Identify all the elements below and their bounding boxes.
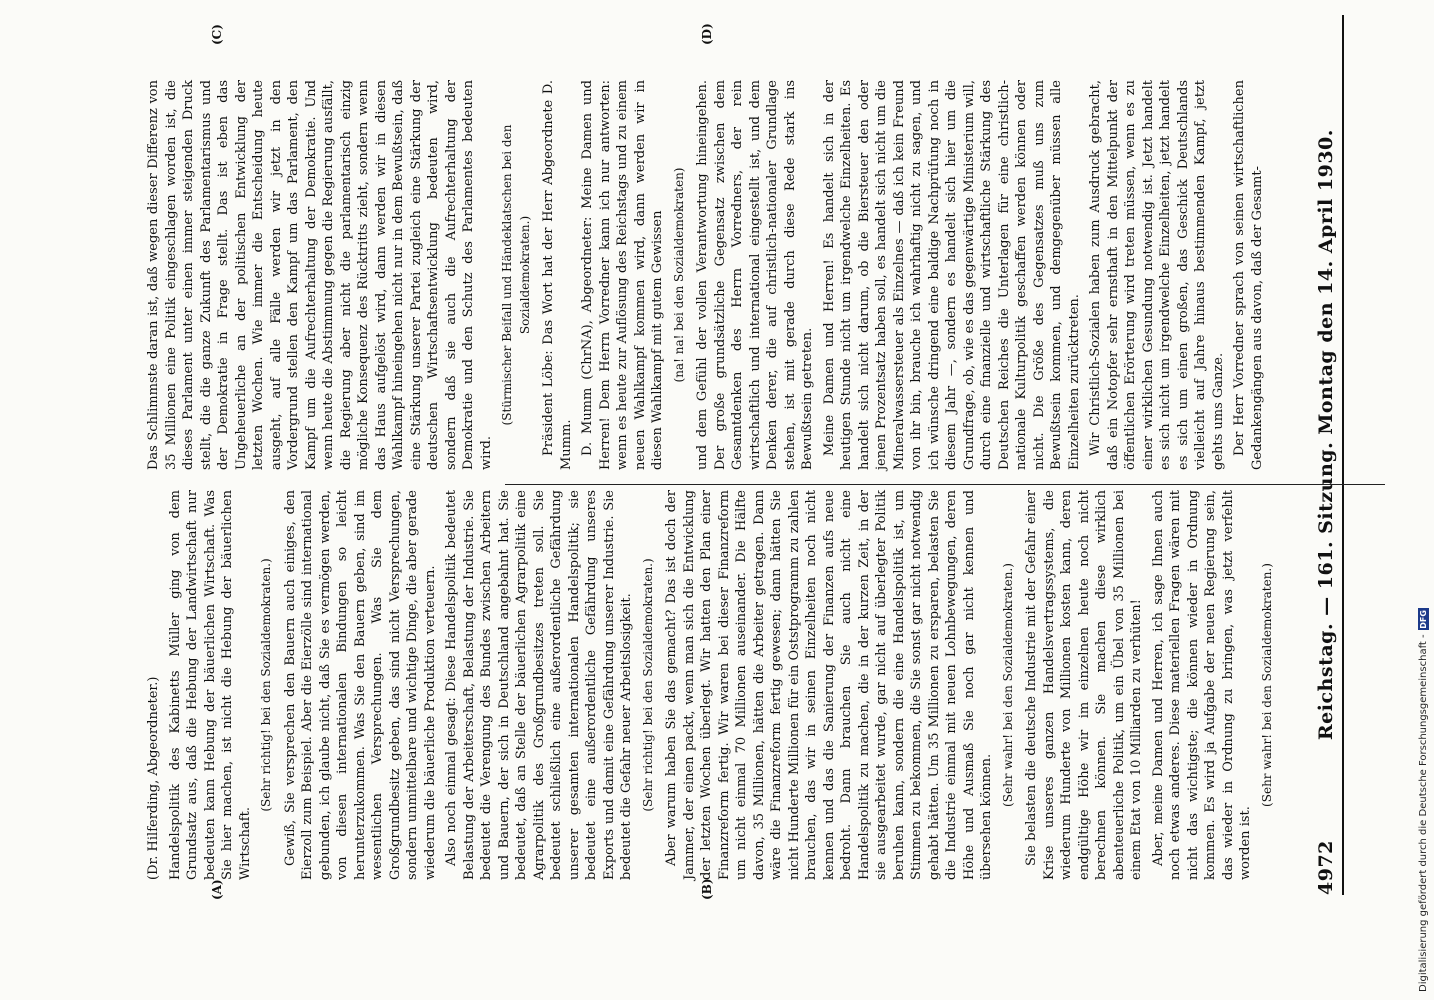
margin-marker-b: (B): [700, 878, 714, 900]
paragraph: D. Mumm (ChrNA), Abgeordneter: Meine Damen und Herren! Dem Herrn Vorredner kann ich nur antworten: wenn es heute zur Auflösung des Reichstags und zu einem neuen Wahlkampf kommen wird, dann werden wir in diesen Wahlkampf mit gutem Gewissen: [580, 80, 665, 470]
paragraph: Sie belasten die deutsche Industrie mit der Gefahr einer Krise unseres ganzen Handelsvertragssystems, die wiederum Hunderte von Millionen kosten kann, deren endgültige Höhe wir im einzelnen heute noch nicht berechnen können. Sie machen diese wirklich abenteuerliche Politik, um ein Übel von 35 Millionen bei einem Etat von 10 Milliarden zu verhüten!: [1024, 490, 1144, 880]
page-header: [1315, 15, 1351, 895]
paragraph: Meine Damen und Herren! Es handelt sich in der heutigen Stunde nicht um irgendwelche Einzelheiten. Es handelt sich nicht darum, ob die Biersteuer den oder jenen Prozentsatz haben soll, es handelt sich nicht um die Mineralwassersteuer als Einzelnes — daß ich kein Freund von ihr bin, brauche ich wahrhaftig nicht zu sagen, und ich wünsche dringend eine baldige Nachprüfung noch in diesem Jahr —, sondern es handelt sich hier um die Grundfrage, ob, wie es das gegenwärtige Ministerium will, durch eine finanzielle und wirtschaftliche Stärkung des Deutschen Reiches die Unterlagen für eine christlich-nationale Kulturpolitik geschaffen werden können oder nicht. Die Größe des Gegensatzes muß uns zum Bewußtsein kommen, und demgegenüber müssen alle Einzelheiten zurücktreten.: [821, 80, 1082, 470]
reaction: (Sehr richtig! bei den Sozialdemokraten.): [640, 558, 655, 812]
paragraph: Gewiß, Sie versprechen den Bauern auch einiges, den Eierzoll zum Beispiel. Aber die Eierzölle sind international gebunden, ich glaube nicht, daß Sie es vermögen werden, von diesen internationalen Bindungen so leicht herunterzukommen. Was Sie den Bauern geben, sind im wesentlichen Versprechungen. Was Sie dem Großgrundbesitz geben, das sind nicht Versprechungen, sondern unmittelbare und wichtige Dinge, die aber gerade wiederum die bäuerliche Produktion verteuern.: [282, 490, 438, 880]
paragraph: Präsident Löbe: Das Wort hat der Herr Abgeordnete D. Mumm.: [541, 80, 574, 470]
speaker-line: (Dr. Hilferding, Abgeordneter.): [146, 676, 161, 880]
margin-marker-d: (D): [700, 23, 714, 45]
credit-text: Digitalisierung gefördert durch die Deutsche Forschungsgemeinschaft -: [1417, 634, 1429, 992]
page-number: 4972: [1315, 840, 1337, 895]
left-column: [145, 490, 1282, 880]
paragraph: Also noch einmal gesagt: Diese Handelspolitik bedeutet Belastung der Arbeiterschaft, Belastung der Industrie. Sie bedeutet die Verengung des Bundes zwischen Arbeitern und Bauern, der sich in Deutschland angebahnt hat. Sie bedeutet, daß an Stelle der bäuerlichen Agrarpolitik eine Agrarpolitik des Großgrundbesitzes treten soll. Sie bedeutet schließlich eine außerordentliche Gefährdung unserer gesamten internationalen Handelspolitik; sie bedeutet eine außerordentliche Gefährdung unseres Exports und damit eine Gefährdung unserer Industrie. Sie bedeutet die Gefahr neuer Arbeitslosigkeit.: [444, 490, 634, 880]
paragraph: Aber, meine Damen und Herren, ich sage Ihnen auch noch etwas anderes. Diese materiellen Fragen wären mit nicht das wichtigste; die können wieder in Ordnung kommen. Es wird ja Aufgabe der neuen Regierung sein, das wieder in Ordnung zu bringen, was jetzt verfehlt worden ist.: [1150, 490, 1253, 880]
dfg-logo: DFG: [1418, 610, 1428, 629]
paragraph: Das Schlimmste daran ist, daß wegen dieser Differenz von 35 Millionen eine Politik eingeschlagen worden ist, die dieses Parlament unter einen immer steigenden Druck stellt, die die ganze Zukunft des Parlamentarismus und der Demokratie in Frage stellt. Das ist eben das Ungeheuerliche an der politischen Entwicklung der letzten Wochen. Wie immer die Entscheidung heute ausgeht, auf alle Fälle werden wir jetzt in den Vordergrund stellen den Kampf um das Parlament, den Kampf um die Aufrechterhaltung der Demokratie. Und wenn heute die Abstimmung gegen die Regierung ausfällt, die Regierung aber nicht die parlamentarisch einzig mögliche Konsequenz des Rücktritts zieht, sondern wenn das Haus aufgelöst wird, dann werden wir in diesen Wahlkampf hineingehen nicht nur in dem Bewußtsein, daß eine Stärkung unserer Partei zugleich eine Stärkung der deutschen Wirtschaftsentwicklung bedeuten wird, sondern daß sie auch die Aufrechterhaltung der Demokratie und den Schutz des Parlamentes bedeuten wird.: [146, 80, 494, 470]
page-title: Reichstag. — 161. Sitzung. Montag den 14. April 1930.: [1315, 129, 1337, 741]
reaction: (Sehr wahr! bei den Sozialdemokraten.): [1000, 563, 1015, 807]
reaction: (Sehr richtig! bei den Sozialdemokraten.): [259, 558, 273, 812]
paragraph: Handelspolitik des Kabinetts Müller ging von dem Grundsatz aus, daß die Hebung der Landwirtschaft nur bedeuten kann Hebung der bäuerlichen Wirtschaft. Was Sie hier machen, ist nicht die Hebung der bäuerlichen Wirtschaft.: [167, 490, 253, 880]
column-divider: [505, 484, 1385, 485]
digitization-credit: [1416, 0, 1430, 1000]
paragraph: Der Herr Vorredner sprach von seinen wirtschaftlichen Gedankengängen aus davon, daß der Gesamt-: [1232, 80, 1265, 470]
right-column: [145, 80, 1270, 470]
reaction: (Stürmischer Beifall und Händeklatschen bei den Sozialdemokraten.): [500, 124, 532, 426]
margin-marker-c: (C): [210, 24, 224, 45]
paragraph: und dem Gefühl der vollen Verantwortung hineingehen. Der große grundsätzliche Gegensatz zwischen dem Gesamtdenken des Herrn Vorredners, der rein wirtschaftlich und international eingestellt ist, und dem Denken derer, die auf christlich-nationaler Grundlage stehen, ist mit gerade durch diese Rede stark ins Bewußtsein getreten.: [695, 80, 815, 470]
paragraph: Aber warum haben Sie das gemacht? Das ist doch der Jammer, der einen packt, wenn man sich die Entwicklung der letzten Wochen überlegt. Wir hatten den Plan einer Finanzreform fertig. Wir waren bei dieser Finanzreform um nicht einmal 70 Millionen auseinander. Die Hälfte davon, 35 Millionen, hätten die Arbeiter getragen. Dann wäre die Finanzreform fertig gewesen; dann hätten Sie nicht Hunderte Millionen für ein Oststprogramm zu zahlen brauchen, das wir in seinen Einzelheiten noch nicht kennen und das die Sanierung der Finanzen aufs neue bedroht. Dann brauchen Sie auch nicht eine Handelspolitik zu machen, die in der kurzen Zeit, in der sie ausgearbeitet wurde, gar nicht auf überlegter Politik beruhen kann, sondern die eine Handelspolitik ist, um Stimmen zu bekommen, die Sie sonst gar nicht notwendig gehabt hätten. Um 35 Millionen zu ersparen, belasten Sie die Industrie einmal mit neuen Lohnbewegungen, deren Höhe und Ausmaß Sie noch gar nicht kennen und übersehen können.: [664, 490, 994, 880]
header-rule: [1342, 15, 1344, 895]
margin-marker-a: (A): [210, 879, 224, 900]
reaction: (na! na! bei den Sozialdemokraten): [671, 167, 686, 383]
paragraph: Wir Christlich-Sozialen haben zum Ausdruck gebracht, daß ein Notopfer sehr ernsthaft in den Mittelpunkt der öffentlichen Erörterung wird treten müssen, wenn es zu einer wirklichen Gesundung notwendig ist. Jetzt handelt es sich nicht um irgendwelche Einzelheiten, jetzt handelt es sich um einen großen, das Geschick Deutschlands vielleicht auf Jahre hinaus bestimmenden Kampf, jetzt gehts ums Ganze.: [1088, 80, 1226, 470]
reaction: (Sehr wahr! bei den Sozialdemokraten.): [1259, 563, 1274, 807]
